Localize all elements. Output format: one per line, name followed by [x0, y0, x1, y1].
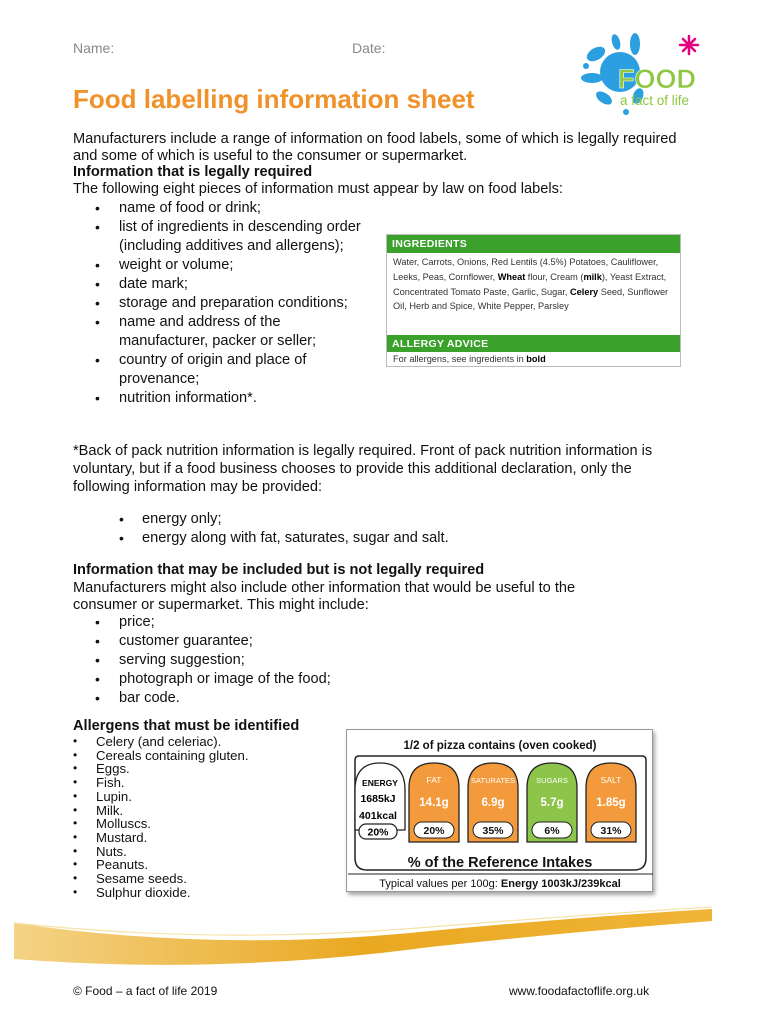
typical-values: Typical values per 100g: Energy 1003kJ/239kcal: [379, 878, 621, 890]
list-item: • Milk.: [73, 804, 333, 818]
list-item: • Lupin.: [73, 790, 333, 804]
list-item: • Peanuts.: [73, 858, 333, 872]
list-item: • name of food or drink;: [73, 199, 373, 218]
food-a-fact-of-life-logo: [580, 32, 712, 118]
nutrient-amount: 14.1g: [419, 797, 449, 809]
nutrient-pct: 6%: [544, 825, 560, 837]
front-of-pack-list: [73, 510, 693, 548]
list-item: • weight or volume;: [73, 256, 373, 275]
footer-url: www.foodafactoflife.org.uk: [509, 984, 650, 998]
list-item: • nutrition information*.: [73, 389, 373, 408]
reference-intakes-caption: % of the Reference Intakes: [407, 855, 593, 871]
nutrient-column-fat: [409, 763, 459, 842]
allergens-heading: Allergens that must be identified: [73, 718, 300, 734]
nutrient-label: SATURATES: [471, 776, 515, 785]
front-of-pack-paragraph: *Back of pack nutrition information is legally required. Front of pack nutrition information is voluntary, but if a food business chooses to provide this additional declaration, only the following information may be provided:: [73, 443, 653, 495]
energy-kj: 1685kJ: [360, 793, 396, 805]
list-item: • Fish.: [73, 776, 333, 790]
legal-list: [73, 199, 373, 408]
list-item: • Mustard.: [73, 831, 333, 845]
list-item: • energy along with fat, saturates, sugar and salt.: [73, 529, 693, 548]
decorative-swoosh: [0, 905, 768, 977]
list-item: • Celery (and celeriac).: [73, 735, 333, 749]
nutrient-column-sugars: [527, 763, 577, 842]
allergens-list: [73, 735, 333, 899]
allergy-advice-heading: ALLERGY ADVICE: [387, 335, 680, 352]
nutrient-column-saturates: [468, 763, 518, 842]
ingredients-text: Water, Carrots, Onions, Red Lentils (4.5%) Potatoes, Cauliflower, Leeks, Peas, Cornflower, Wheat flour, Cream (milk), Yeast Extract, Concentrated Tomato Paste, Garlic, Sugar, Celery Seed, Sunflower Oil, Herb and Spice, White Pepper, Parsley: [393, 257, 669, 312]
optional-paragraph: Manufacturers might also include other information that would be useful to the consumer or supermarket. This might include:: [73, 580, 576, 613]
nutrient-pct: 35%: [482, 825, 504, 837]
list-item: • Cereals containing gluten.: [73, 749, 333, 763]
nutrient-pct: 20%: [423, 825, 445, 837]
logo-tagline: a fact of life: [620, 93, 690, 108]
list-item: • Eggs.: [73, 762, 333, 776]
date-label: Date:: [352, 40, 386, 56]
nutrient-amount: 6.9g: [481, 797, 505, 809]
energy-pct: 20%: [367, 826, 389, 839]
nutrient-label: FAT: [426, 775, 442, 785]
nutrient-column-salt: [586, 763, 636, 842]
list-item: • list of ingredients in descending order (including additives and allergens);: [73, 218, 373, 256]
list-item: • serving suggestion;: [73, 651, 393, 670]
list-item: • Molluscs.: [73, 817, 333, 831]
list-item: • date mark;: [73, 275, 373, 294]
traffic-light-label: [346, 729, 653, 892]
label-title: 1/2 of pizza contains (oven cooked): [403, 740, 597, 752]
traffic-light-graphic: [347, 730, 654, 893]
footer-copyright: © Food – a fact of life 2019: [73, 984, 218, 998]
list-item: • price;: [73, 613, 393, 632]
nutrient-amount: 1.85g: [596, 797, 626, 809]
nutrient-pct: 31%: [600, 825, 622, 837]
list-item: • name and address of the manufacturer, packer or seller;: [73, 313, 373, 351]
list-item: • Sulphur dioxide.: [73, 886, 333, 900]
energy-kcal: 401kcal: [359, 810, 397, 822]
list-item: • Nuts.: [73, 845, 333, 859]
intro-paragraph: Manufacturers include a range of information on food labels, some of which is legally required and some of which is useful to the consumer or supermarket.: [73, 131, 677, 164]
list-item: • customer guarantee;: [73, 632, 393, 651]
list-item: • storage and preparation conditions;: [73, 294, 373, 313]
page-title: Food labelling information sheet: [73, 84, 475, 114]
list-item: • Sesame seeds.: [73, 872, 333, 886]
optional-list: [73, 613, 393, 708]
nutrient-label: SUGARS: [536, 776, 568, 785]
nutrient-label: SALT: [600, 775, 622, 785]
list-item: • photograph or image of the food;: [73, 670, 393, 689]
name-label: Name:: [73, 40, 115, 56]
logo-graphic: [580, 32, 712, 118]
energy-column: [355, 763, 405, 839]
ingredients-heading: INGREDIENTS: [387, 235, 680, 253]
energy-label: ENERGY: [362, 778, 398, 788]
logo-word: FOOD: [618, 64, 696, 94]
optional-heading: Information that may be included but is not legally required: [73, 562, 485, 578]
list-item: • energy only;: [73, 510, 693, 529]
ingredients-label-image: [386, 234, 681, 367]
allergy-advice-text: For allergens, see ingredients in bold: [393, 354, 546, 364]
legal-lead: The following eight pieces of information must appear by law on food labels:: [73, 181, 563, 197]
legal-heading: Information that is legally required: [73, 164, 313, 180]
list-item: • country of origin and place of provenance;: [73, 351, 373, 389]
list-item: • bar code.: [73, 689, 393, 708]
nutrient-amount: 5.7g: [540, 797, 564, 809]
